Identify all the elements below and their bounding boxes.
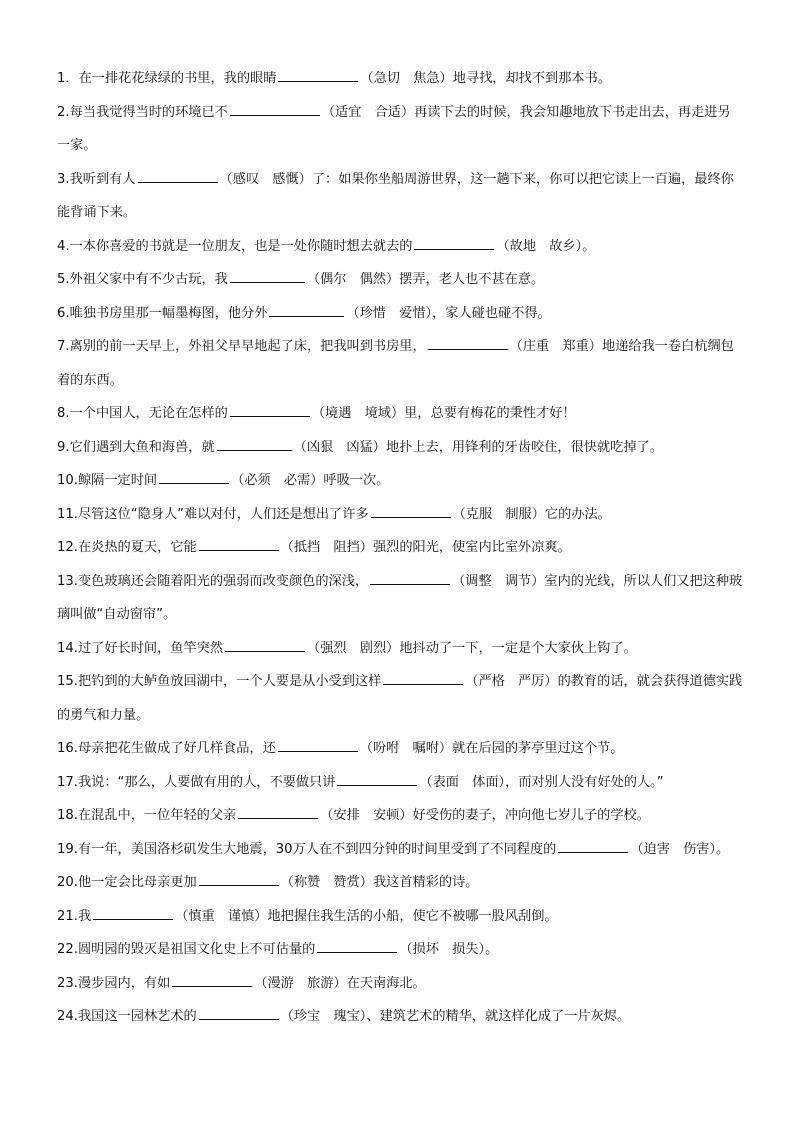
question-stem-after: 。 (485, 942, 499, 957)
answer-blank[interactable] (278, 68, 358, 82)
answer-blank[interactable] (199, 872, 279, 886)
word-options: （吩咐 嘱咐） (359, 741, 453, 756)
question-19 (57, 833, 743, 867)
answer-blank[interactable] (199, 1006, 279, 1020)
question-stem-before: 漫步园内，有如 (77, 975, 171, 991)
word-options: （表面 体面） (419, 774, 506, 790)
exercise-sheet (57, 62, 743, 1034)
answer-blank[interactable] (230, 403, 310, 417)
question-number: 19. (57, 841, 78, 857)
question-number: 22. (57, 942, 78, 957)
question-stem-after: 室内的光线，所以人们又把这种玻璃叫做“自动窗帘”。 (57, 573, 743, 622)
question-stem-after: 。 (716, 841, 730, 857)
question-stem-after: 就在后园的茅亭里过这个节。 (452, 741, 624, 756)
word-options: （损坏 损失） (399, 942, 486, 957)
word-options: （故地 故乡） (496, 238, 583, 254)
question-15 (57, 665, 743, 732)
word-options: （严格 严厉） (465, 674, 558, 689)
question-number: 8. (57, 406, 70, 421)
question-stem-before: 我说：“那么，人要做有用的人，不要做只讲 (77, 774, 336, 790)
question-number: 23. (57, 975, 78, 991)
word-options: （凶狠 凶猛） (293, 439, 386, 455)
question-stem-before: 我 (77, 908, 92, 924)
question-stem-after: 地寻找，却找不到那本书。 (452, 71, 611, 86)
question-stem-before: 把钓到的大鲈鱼放回湖中，一个人要是从小受到这样 (77, 674, 382, 689)
word-options: （慎重 谨慎） (175, 908, 268, 924)
answer-blank[interactable] (230, 101, 320, 115)
question-number: 13. (57, 573, 78, 589)
answer-blank[interactable] (238, 805, 318, 819)
question-stem-before: 在一排花花绿绿的书里，我的眼睛 (78, 71, 277, 86)
answer-blank[interactable] (414, 235, 494, 249)
answer-blank[interactable] (138, 168, 218, 182)
question-24 (57, 1000, 743, 1034)
question-stem-after: ，而对别人没有好处的人。” (505, 774, 664, 790)
question-5 (57, 263, 743, 297)
question-number: 24. (57, 1009, 78, 1024)
answer-blank[interactable] (428, 336, 508, 350)
question-stem-after: 再读下去的时候，我会知趣地放下书走出去，再走进另一家。 (57, 104, 731, 153)
question-stem-before: 他一定会比母亲更加 (77, 875, 197, 890)
question-stem-after: 的教育的话，就会获得道德实践的勇气和力量。 (57, 674, 743, 723)
question-number: 9. (57, 439, 70, 455)
question-1 (57, 62, 743, 96)
answer-blank[interactable] (172, 972, 252, 986)
question-number: 5. (57, 272, 70, 287)
word-options: （适宜 合适） (321, 104, 415, 120)
word-options: （调整 调节） (452, 573, 545, 589)
question-stem-before: 我听到有人 (69, 171, 136, 187)
question-stem-before: 变色玻璃还会随着阳光的强弱而改变颜色的深浅， (77, 573, 369, 589)
question-number: 10. (57, 473, 78, 488)
question-stem-after: 地把握住我生活的小船，使它不被哪一股风刮倒。 (267, 908, 558, 924)
answer-blank[interactable] (230, 269, 305, 283)
question-13 (57, 565, 743, 632)
question-number: 3. (57, 171, 70, 187)
question-7 (57, 330, 743, 397)
question-stem-before: 母亲把花生做成了好几样食品，还 (77, 741, 276, 756)
question-stem-after: 摆弄，老人也不甚在意。 (399, 272, 545, 287)
question-23 (57, 967, 743, 1001)
answer-blank[interactable] (269, 302, 344, 316)
question-stem-after: 。 (582, 238, 596, 254)
word-options: （漫游 旅游） (254, 975, 347, 991)
word-options: （庄重 郑重） (509, 339, 602, 354)
question-stem-before: 一本你喜爱的书就是一位朋友，也是一处你随时想去就去的 (69, 238, 413, 254)
question-8 (57, 397, 743, 431)
answer-blank[interactable] (383, 671, 463, 685)
question-stem-before: 尽管这位“隐身人”难以对付，人们还是想出了许多 (77, 506, 369, 522)
question-18 (57, 799, 743, 833)
question-21 (57, 900, 743, 934)
question-stem-after: ，家人碰也碰不得。 (432, 305, 551, 321)
answer-blank[interactable] (159, 470, 229, 484)
answer-blank[interactable] (370, 570, 450, 584)
question-number: 21. (57, 908, 78, 924)
question-number: 17. (57, 774, 78, 790)
question-14 (57, 632, 743, 666)
question-16 (57, 732, 743, 766)
question-stem-after: 地扑上去，用锋利的牙齿咬住，很快就吃掉了。 (385, 439, 663, 455)
answer-blank[interactable] (371, 503, 451, 517)
word-options: （珍宝 瑰宝） (280, 1009, 367, 1024)
question-stem-after: 了：如果你坐船周游世界，这一趟下来，你可以把它读上一百遍，最终你能背诵下来。 (57, 171, 734, 220)
question-number: 1． (57, 71, 79, 86)
question-number: 7. (57, 339, 70, 354)
question-stem-after: 呼吸一次。 (323, 473, 390, 488)
question-stem-after: 我这首精彩的诗。 (372, 875, 479, 890)
question-stem-after: 、建筑艺术的精华，就这样化成了一片灰烬。 (366, 1009, 631, 1024)
question-number: 14. (57, 640, 78, 656)
question-stem-before: 它们遇到大鱼和海兽，就 (69, 439, 215, 455)
word-options: （必须 必需） (231, 473, 324, 488)
question-stem-after: 强烈的阳光，使室内比室外凉爽。 (372, 540, 571, 555)
question-6 (57, 297, 743, 331)
question-number: 16. (57, 741, 78, 756)
question-22 (57, 933, 743, 967)
question-number: 15. (57, 674, 78, 689)
word-options: （克服 制服） (452, 506, 545, 522)
question-stem-before: 外祖父家中有不少古玩，我 (69, 272, 228, 287)
answer-blank[interactable] (337, 771, 417, 785)
question-stem-before: 我国这一园林艺术的 (77, 1009, 197, 1024)
question-number: 11. (57, 506, 78, 522)
question-stem-before: 鲸隔一定时间 (77, 473, 158, 488)
question-9 (57, 431, 743, 465)
question-4 (57, 230, 743, 264)
question-number: 4. (57, 238, 70, 254)
question-stem-after: 地抖动了一下，一定是个大家伙上钩了。 (399, 640, 637, 656)
answer-blank[interactable] (217, 436, 292, 450)
question-17 (57, 766, 743, 800)
question-3 (57, 163, 743, 230)
question-stem-after: 它的办法。 (544, 506, 611, 522)
question-stem-before: 在混乱中，一位年轻的父亲 (77, 808, 237, 823)
question-stem-before: 唯独书房里那一幅墨梅图，他分外 (69, 305, 268, 321)
question-2 (57, 96, 743, 163)
word-options: （称赞 赞赏） (280, 875, 373, 890)
word-options: （强烈 剧烈） (307, 640, 400, 656)
question-stem-before: 一个中国人，无论在怎样的 (69, 406, 228, 421)
question-stem-before: 过了好长时间，鱼竿突然 (77, 640, 224, 656)
question-20 (57, 866, 743, 900)
answer-blank[interactable] (93, 905, 173, 919)
word-options: （珍惜 爱惜） (346, 305, 433, 321)
answer-blank[interactable] (199, 537, 279, 551)
question-stem-before: 每当我觉得当时的环境已不 (69, 104, 228, 120)
question-number: 18. (57, 808, 78, 823)
question-stem-before: 有一年，美国洛杉矶发生大地震，30万人在不到四分钟的时间里受到了不同程度的 (77, 841, 557, 857)
question-number: 6. (57, 305, 70, 321)
word-options: （安排 安顿） (320, 808, 413, 823)
answer-blank[interactable] (225, 637, 305, 651)
question-stem-after: 里，总要有梅花的秉性才好！ (404, 406, 576, 421)
question-stem-before: 离别的前一天早上，外祖父早早地起了床，把我叫到书房里， (69, 339, 426, 354)
word-options: （抵挡 阻挡） (280, 540, 373, 555)
word-options: （急切 焦急） (360, 71, 453, 86)
question-10 (57, 464, 743, 498)
question-12 (57, 531, 743, 565)
answer-blank[interactable] (278, 738, 358, 752)
word-options: （迫害 伤害） (630, 841, 717, 857)
question-stem-after: 在天南海北。 (346, 975, 426, 991)
answer-blank[interactable] (558, 838, 628, 852)
question-11 (57, 498, 743, 532)
question-stem-after: 好受伤的妻子，冲向他七岁儿子的学校。 (412, 808, 650, 823)
question-number: 20. (57, 875, 78, 890)
answer-blank[interactable] (317, 939, 397, 953)
question-stem-after: 地递给我一卷白杭绸包着的东西。 (57, 339, 734, 388)
word-options: （偶尔 偶然） (306, 272, 400, 287)
question-number: 12. (57, 540, 78, 555)
word-options: （感叹 感慨） (219, 171, 312, 187)
question-stem-before: 圆明园的毁灭是祖国文化史上不可估量的 (77, 942, 316, 957)
question-stem-before: 在炎热的夏天，它能 (77, 540, 197, 555)
word-options: （境遇 境域） (311, 406, 405, 421)
question-number: 2. (57, 104, 70, 120)
